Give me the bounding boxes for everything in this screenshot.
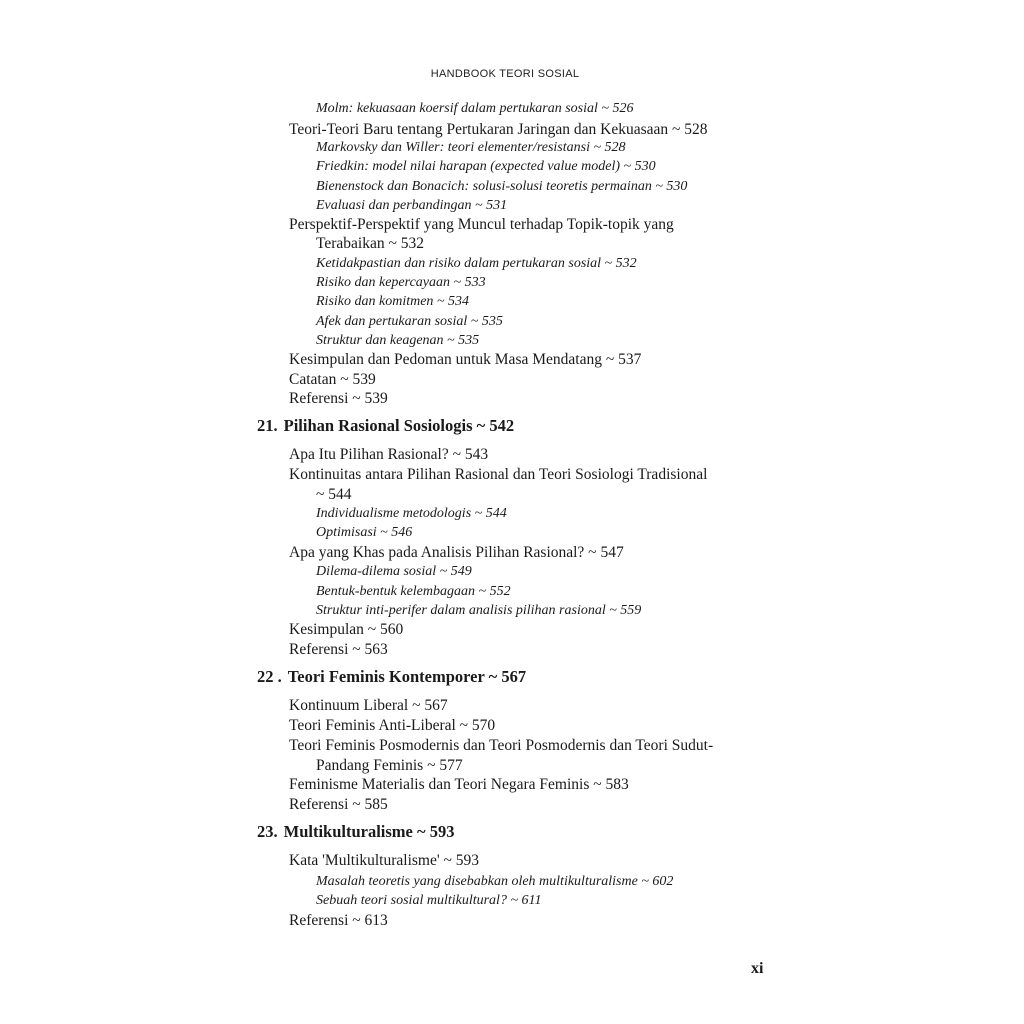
toc-chapter-heading [257,667,526,687]
toc-subsection-entry: Markovsky dan Willer: teori elementer/resistansi ~ 528 [316,140,626,155]
toc-section-entry: Apa Itu Pilihan Rasional? ~ 543 [289,446,489,463]
toc-subsection-entry: Individualisme metodologis ~ 544 [316,506,507,521]
toc-section-entry-continuation: ~ 544 [316,486,352,503]
toc-chapter-heading [257,416,514,436]
chapter-title: Teori Feminis Kontemporer ~ 567 [287,667,527,686]
toc-subsection-entry: Risiko dan komitmen ~ 534 [316,294,469,309]
toc-section-entry: Kesimpulan ~ 560 [289,621,404,638]
toc-section-entry: Referensi ~ 539 [289,390,388,407]
toc-section-entry: Apa yang Khas pada Analisis Pilihan Rasional? ~ 547 [289,544,624,561]
toc-subsection-entry: Evaluasi dan perbandingan ~ 531 [316,198,508,213]
toc-subsection-entry: Sebuah teori sosial multikultural? ~ 611 [316,893,542,908]
toc-section-entry: Perspektif-Perspektif yang Muncul terhadap Topik-topik yang [289,216,674,233]
toc-subsection-entry: Bienenstock dan Bonacich: solusi-solusi teoretis permainan ~ 530 [316,179,688,194]
running-head: HANDBOOK TEORI SOSIAL [430,68,580,80]
toc-section-entry: Referensi ~ 585 [289,796,388,813]
toc-subsection-entry: Bentuk-bentuk kelembagaan ~ 552 [316,584,511,599]
toc-section-entry-continuation: Terabaikan ~ 532 [316,235,425,252]
toc-section-entry: Referensi ~ 563 [289,641,388,658]
toc-section-entry: Teori Feminis Anti-Liberal ~ 570 [289,717,496,734]
toc-chapter-heading [257,822,454,842]
toc-section-entry: Kata 'Multikulturalisme' ~ 593 [289,852,480,869]
page-number: xi [751,960,764,977]
toc-section-entry: Teori-Teori Baru tentang Pertukaran Jaringan dan Kekuasaan ~ 528 [289,121,708,138]
toc-subsection-entry: Dilema-dilema sosial ~ 549 [316,564,472,579]
toc-section-entry-continuation: Pandang Feminis ~ 577 [316,757,463,774]
toc-subsection-entry: Risiko dan kepercayaan ~ 533 [316,275,486,290]
toc-subsection-entry: Optimisasi ~ 546 [316,525,413,540]
toc-subsection-entry: Masalah teoretis yang disebabkan oleh multikulturalisme ~ 602 [316,874,674,889]
toc-section-entry: Kontinuitas antara Pilihan Rasional dan Teori Sosiologi Tradisional [289,466,708,483]
chapter-number: 22 . [257,667,282,686]
toc-subsection-entry: Struktur inti-perifer dalam analisis pilihan rasional ~ 559 [316,603,642,618]
toc-section-entry: Kontinuum Liberal ~ 567 [289,697,448,714]
toc-subsection-entry: Friedkin: model nilai harapan (expected value model) ~ 530 [316,159,656,174]
toc-section-entry: Kesimpulan dan Pedoman untuk Masa Mendatang ~ 537 [289,351,642,368]
chapter-number: 21. [257,416,278,435]
toc-subsection-entry: Afek dan pertukaran sosial ~ 535 [316,314,503,329]
toc-section-entry: Catatan ~ 539 [289,371,376,388]
toc-section-entry: Teori Feminis Posmodernis dan Teori Posmodernis dan Teori Sudut- [289,737,714,754]
toc-subsection-entry: Molm: kekuasaan koersif dalam pertukaran sosial ~ 526 [316,101,634,116]
chapter-number: 23. [257,822,278,841]
toc-section-entry: Feminisme Materialis dan Teori Negara Feminis ~ 583 [289,776,629,793]
chapter-title: Pilihan Rasional Sosiologis ~ 542 [283,416,515,435]
toc-subsection-entry: Struktur dan keagenan ~ 535 [316,333,480,348]
chapter-title: Multikulturalisme ~ 593 [283,822,455,841]
toc-subsection-entry: Ketidakpastian dan risiko dalam pertukaran sosial ~ 532 [316,256,637,271]
toc-section-entry: Referensi ~ 613 [289,912,388,929]
